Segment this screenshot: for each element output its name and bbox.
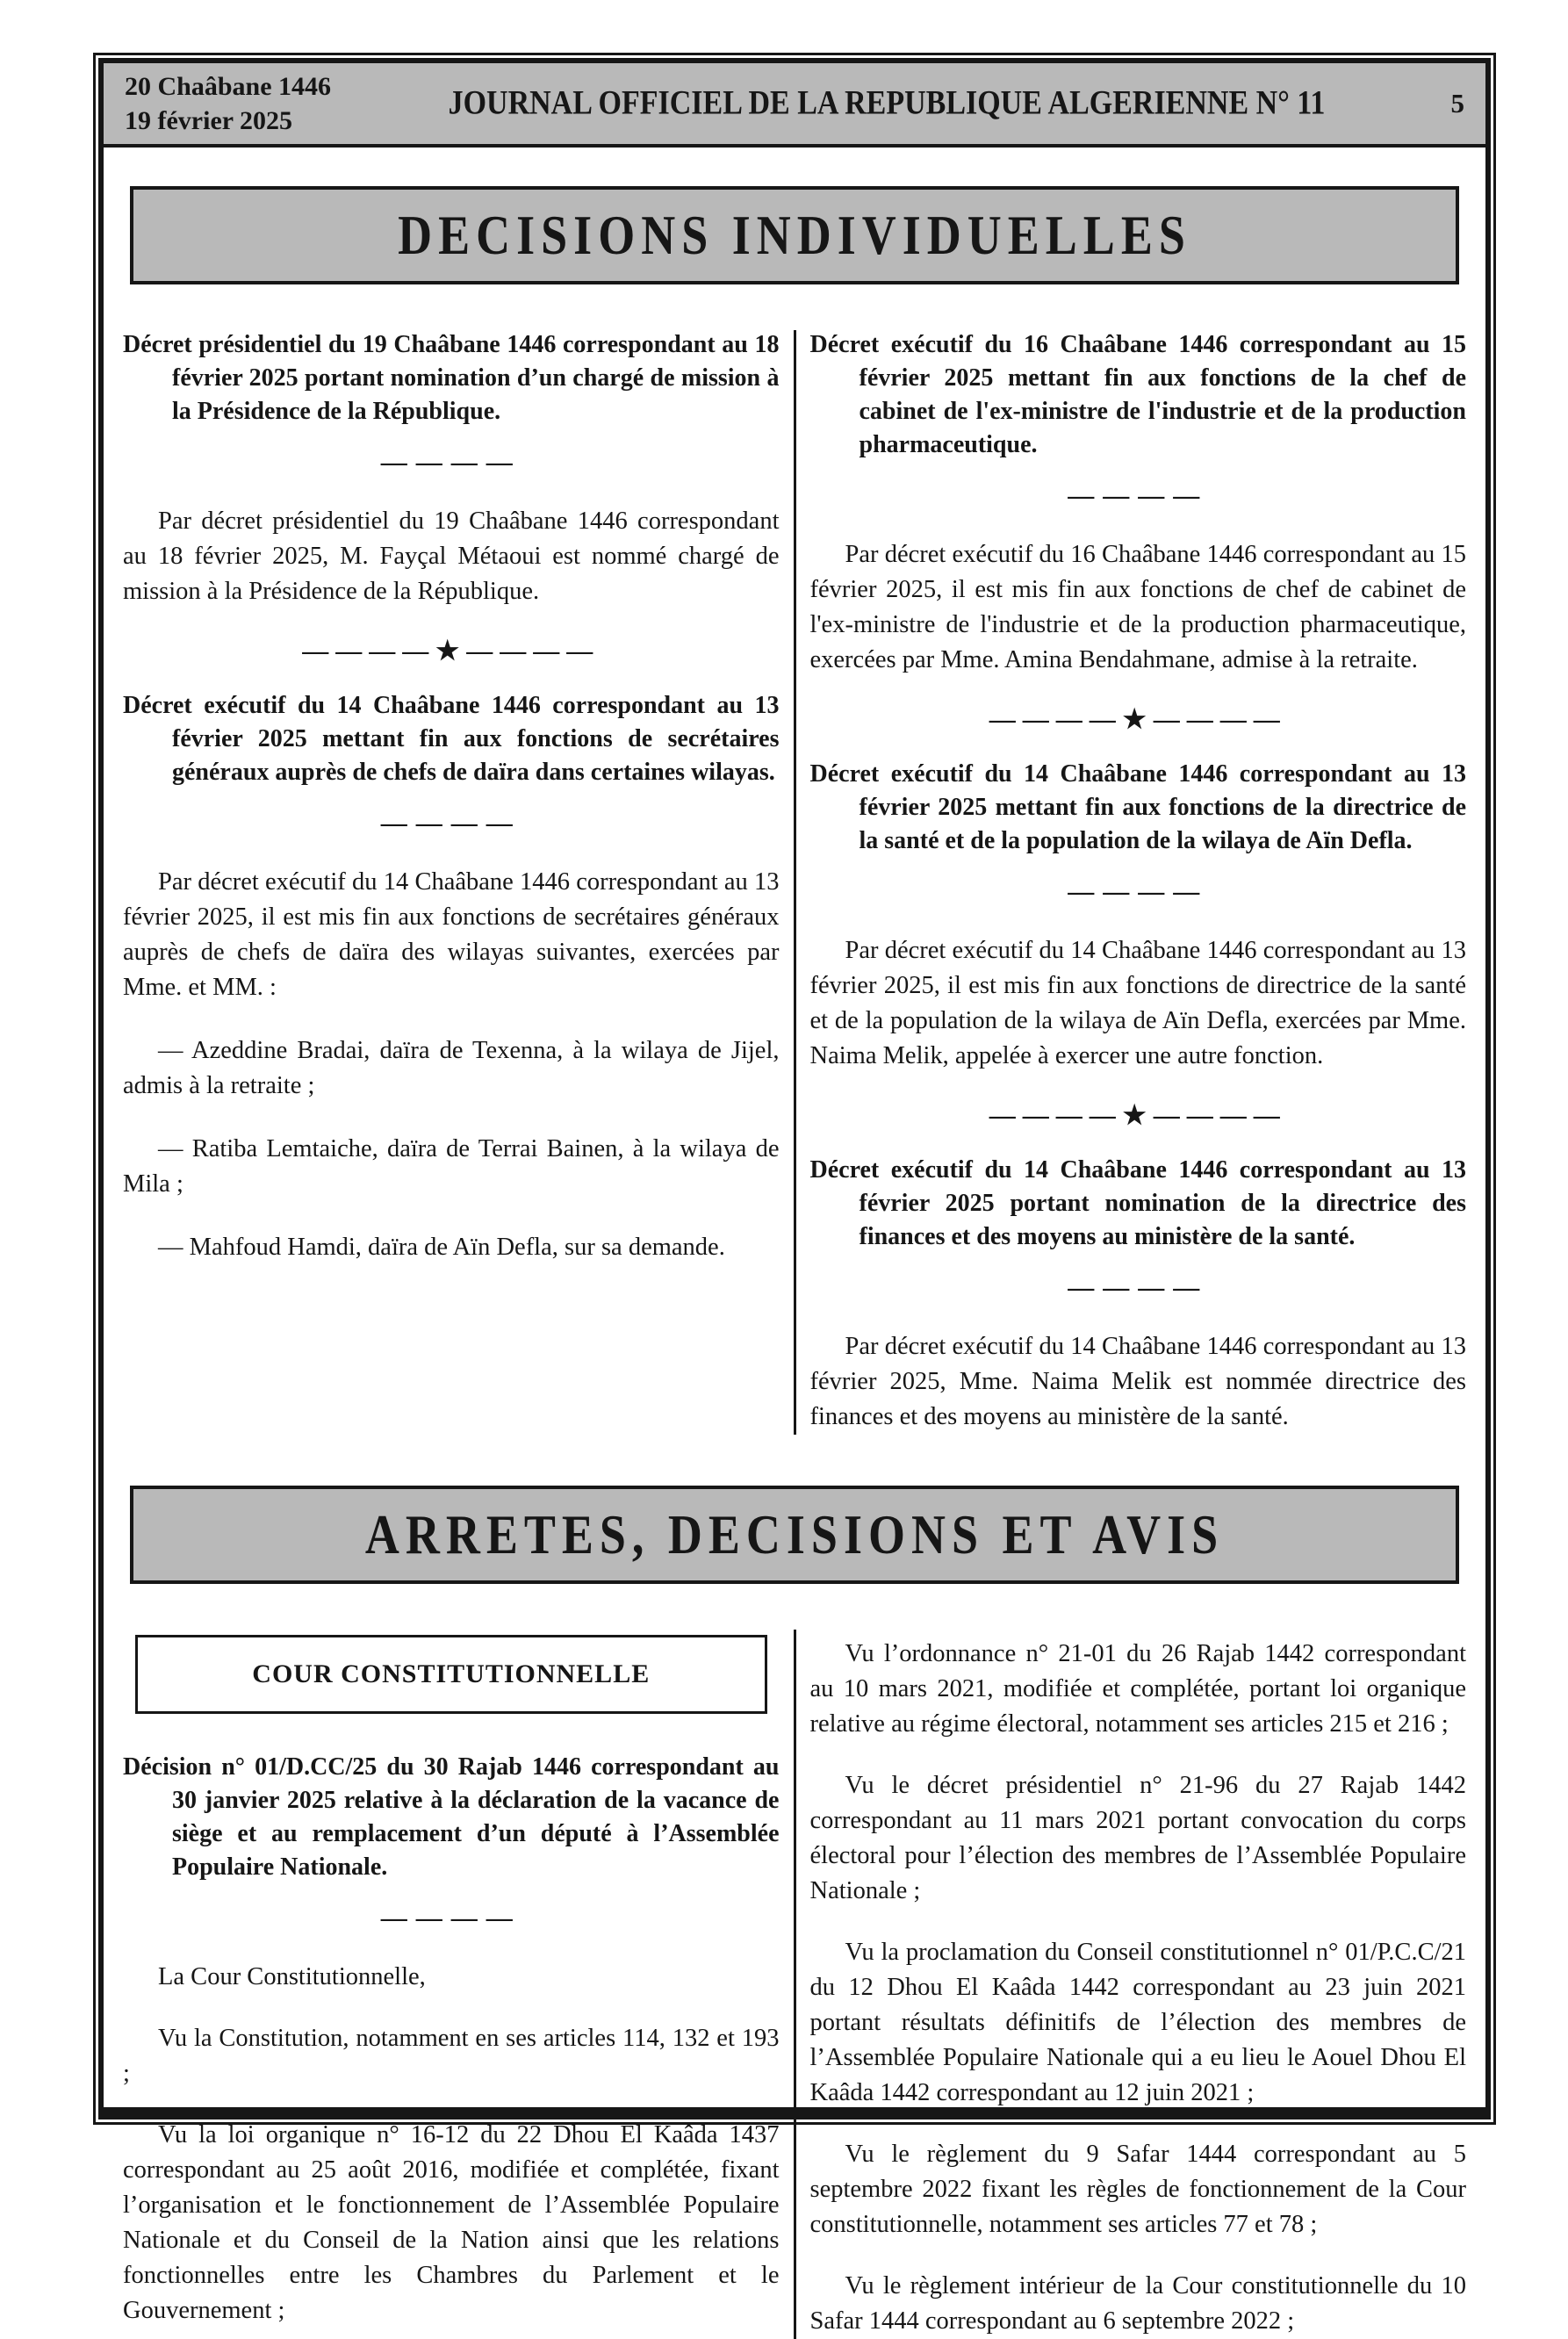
wilaya-list-item: — Mahfoud Hamdi, daïra de Aïn Defla, sur sa demande. <box>158 1234 725 1261</box>
decree-heading: Décret exécutif du 14 Chaâbane 1446 correspondant au 13 février 2025 mettant fin aux fonctions de secrétaires généraux auprès de chefs de daïra dans certaines wilayas. <box>123 692 780 786</box>
dash-separator: ———— <box>1068 877 1209 906</box>
arretes-left-column <box>123 1628 780 2339</box>
visa-paragraph: Vu la loi organique n° 16-12 du 22 Dhou El Kaâda 1437 correspondant au 25 août 2016, modifiée et complétée, fixant l’organisation et le fonctionnement de l’Assemblée Populaire Nationale et du Conseil de la Nation ainsi que les relations fonctionnelles entre les Chambres du Parlement et le Gouvernement ; <box>123 2121 780 2324</box>
journal-title: JOURNAL OFFICIEL DE LA REPUBLIQUE ALGERIENNE N° 11 <box>448 84 1326 122</box>
star-separator: ————★———— <box>302 637 601 666</box>
date-hijri: 20 Chaâbane 1446 <box>125 72 332 101</box>
arretes-columns <box>123 1628 1466 2339</box>
decisions-banner <box>130 186 1459 284</box>
decisions-banner-title: DECISIONS INDIVIDUELLES <box>398 204 1191 267</box>
decree-body: Par décret exécutif du 14 Chaâbane 1446 correspondant au 13 février 2025, il est mis fin aux fonctions de secrétaires généraux auprès de chefs de daïra des wilayas suivantes, exercées par Mme. et MM. : <box>123 868 780 1001</box>
decree-heading: Décret exécutif du 14 Chaâbane 1446 correspondant au 13 février 2025 mettant fin aux fonctions de la directrice de la santé et de la population de la wilaya de Aïn Defla. <box>809 760 1466 854</box>
decisions-columns <box>123 328 1466 1435</box>
masthead <box>104 63 1485 148</box>
wilaya-list-item: — Azeddine Bradai, daïra de Texenna, à la wilaya de Jijel, admis à la retraite ; <box>123 1037 780 1099</box>
dash-separator: ———— <box>380 1904 521 1932</box>
dash-separator: ———— <box>1068 481 1209 510</box>
decision-heading: Décision n° 01/D.CC/25 du 30 Rajab 1446 correspondant au 30 janvier 2025 relative à la déclaration de la vacance de siège et au remplacement d’un député à l’Assemblée Populaire Nationale. <box>123 1753 780 1881</box>
visa-paragraph: Vu la Constitution, notamment en ses articles 114, 132 et 193 ; <box>123 2025 780 2087</box>
decisions-right-column <box>810 328 1467 1435</box>
visa-paragraph: Vu le règlement intérieur de la Cour constitutionnelle du 10 Safar 1444 correspondant au 6 septembre 2022 ; <box>809 2272 1466 2335</box>
star-separator: ————★———— <box>989 1101 1287 1130</box>
page-number: 5 <box>1450 88 1464 119</box>
visa-paragraph: Vu le décret présidentiel n° 21-96 du 27 Rajab 1442 correspondant au 11 mars 2021 portant convocation du corps électoral pour l’élection des membres de l’Assemblée Populaire Nationale ; <box>809 1772 1466 1904</box>
page-content <box>104 148 1485 2339</box>
court-intro: La Cour Constitutionnelle, <box>158 1963 426 1990</box>
dash-separator: ———— <box>380 809 521 838</box>
arretes-right-column <box>810 1628 1467 2339</box>
page-frame-inner <box>98 58 1491 2335</box>
decisions-left-column <box>123 328 780 1435</box>
column-divider <box>794 1630 796 2339</box>
star-separator: ————★———— <box>989 705 1287 734</box>
masthead-dates <box>125 69 388 138</box>
decree-body: Par décret présidentiel du 19 Chaâbane 1446 correspondant au 18 février 2025, M. Fayçal Métaoui est nommé chargé de mission à la Présidence de la République. <box>123 507 780 605</box>
column-divider <box>794 330 796 1435</box>
visa-paragraph: Vu l’ordonnance n° 21-01 du 26 Rajab 1442 correspondant au 10 mars 2021, modifiée et complétée, portant loi organique relative au régime électoral, notamment ses articles 215 et 216 ; <box>809 1640 1466 1738</box>
visa-paragraph: Vu la proclamation du Conseil constitutionnel n° 01/P.C.C/21 du 12 Dhou El Kaâda 1442 correspondant au 23 juin 2021 portant résultats définitifs de l’élection des membres de l’Assemblée Populaire Nationale qui a eu lieu le Aouel Dhou El Kaâda 1442 correspondant au 12 juin 2021 ; <box>809 1939 1466 2106</box>
decree-heading: Décret présidentiel du 19 Chaâbane 1446 correspondant au 18 février 2025 portant nomination d’un chargé de mission à la Présidence de la République. <box>123 331 780 425</box>
visa-paragraph: Vu le règlement du 9 Safar 1444 correspondant au 5 septembre 2022 fixant les règles de fonctionnement de la Cour constitutionnelle, notamment ses articles 77 et 78 ; <box>809 2141 1466 2238</box>
arretes-banner-title: ARRETES, DECISIONS ET AVIS <box>364 1503 1225 1566</box>
arretes-banner <box>130 1486 1459 1584</box>
date-gregorian: 19 février 2025 <box>125 106 293 135</box>
page-frame <box>93 53 1496 2335</box>
wilaya-list-item: — Ratiba Lemtaiche, daïra de Terrai Bainen, à la wilaya de Mila ; <box>123 1135 780 1198</box>
cour-constitutionnelle-box: COUR CONSTITUTIONNELLE <box>135 1635 767 1714</box>
decree-body: Par décret exécutif du 14 Chaâbane 1446 correspondant au 13 février 2025, Mme. Naima Melik est nommée directrice des finances et des moyens au ministère de la santé. <box>809 1333 1466 1430</box>
decree-heading: Décret exécutif du 14 Chaâbane 1446 correspondant au 13 février 2025 portant nomination de la directrice des finances et des moyens au ministère de la santé. <box>809 1156 1466 1250</box>
decree-body: Par décret exécutif du 16 Chaâbane 1446 correspondant au 15 février 2025, il est mis fin aux fonctions de chef de cabinet de l'ex-ministre de l'industrie et de la production pharmaceutique, exercées par Mme. Amina Bendahmane, admise à la retraite. <box>809 541 1466 673</box>
decree-heading: Décret exécutif du 16 Chaâbane 1446 correspondant au 15 février 2025 mettant fin aux fonctions de la chef de cabinet de l'ex-ministre de l'industrie et de la production pharmaceutique. <box>809 331 1466 458</box>
decree-body: Par décret exécutif du 14 Chaâbane 1446 correspondant au 13 février 2025, il est mis fin aux fonctions de directrice de la santé et de la population de la wilaya de Aïn Defla, exercées par Mme. Naima Melik, appelée à exercer une autre fonction. <box>809 937 1466 1069</box>
dash-separator: ———— <box>1068 1273 1209 1302</box>
dash-separator: ———— <box>380 448 521 477</box>
